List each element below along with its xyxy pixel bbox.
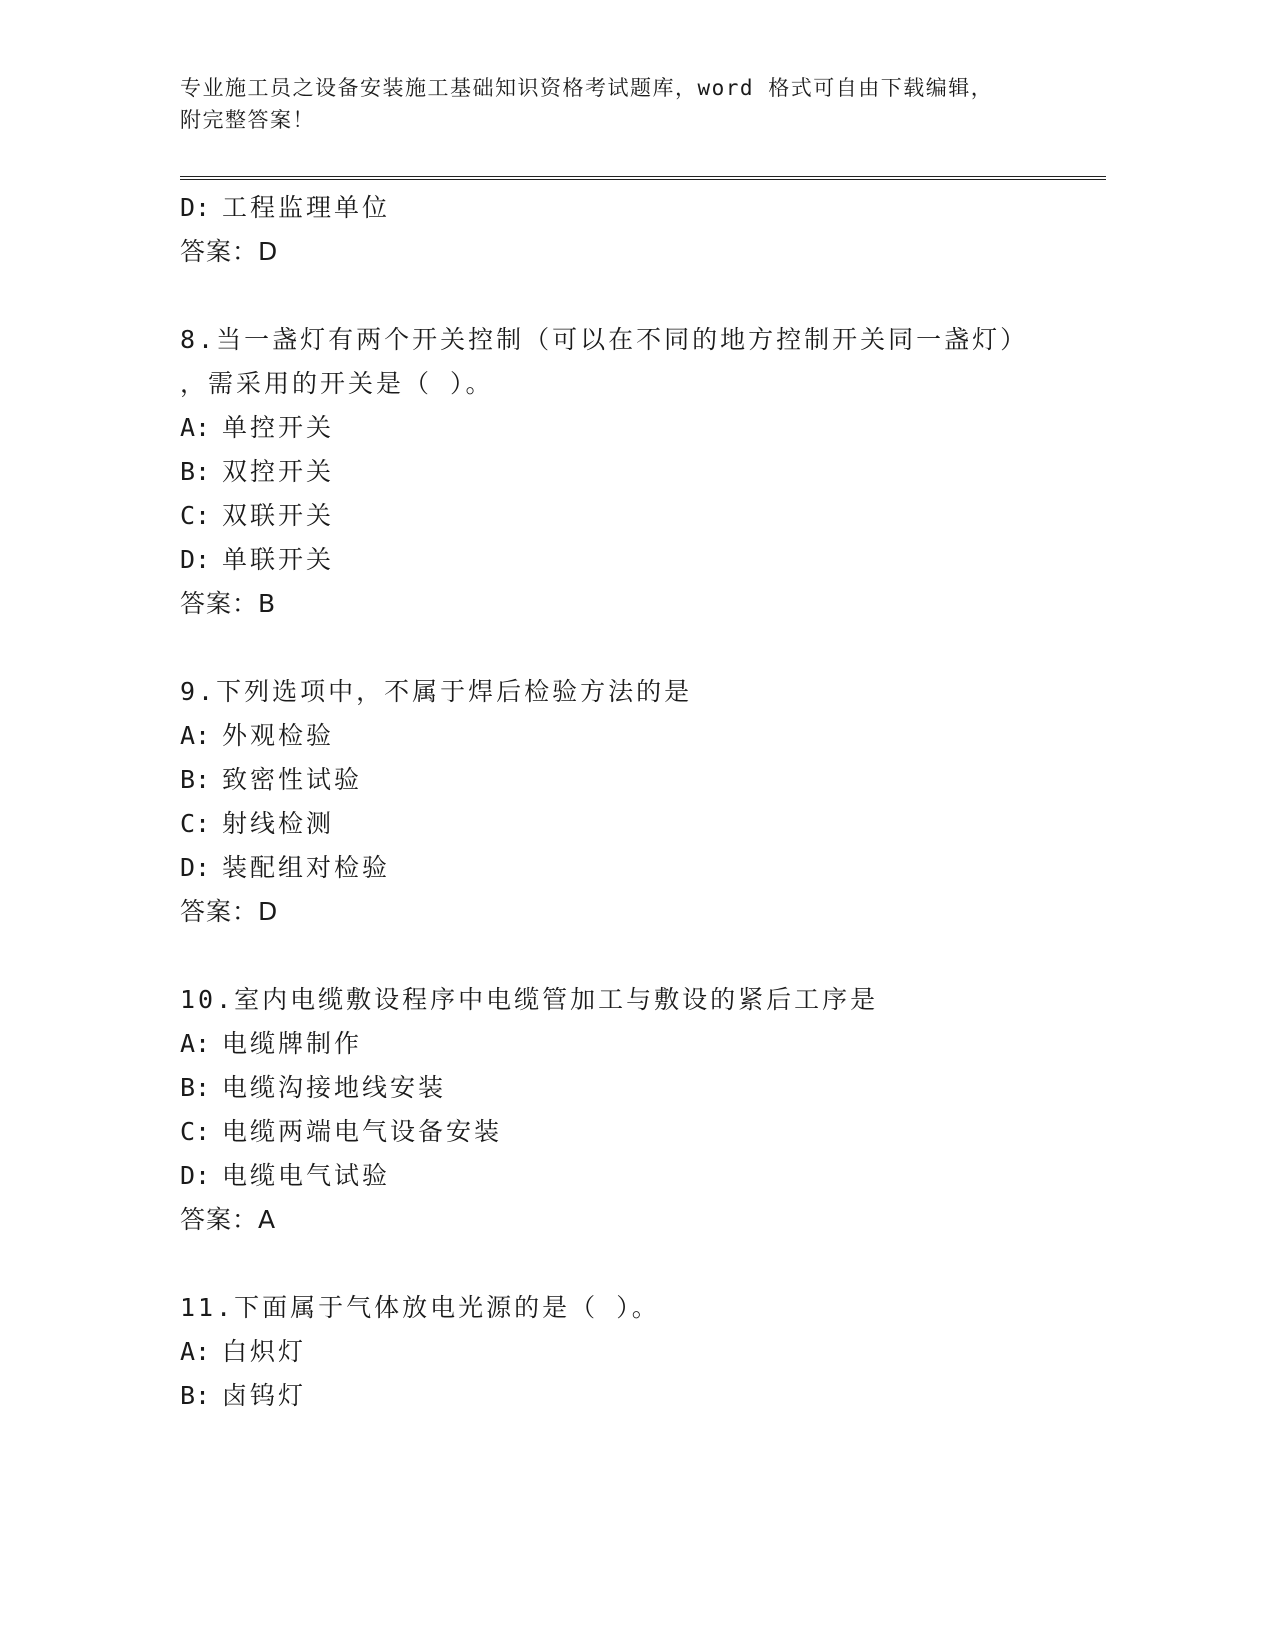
question-spacer: [180, 934, 1106, 978]
option-prefix: A:: [180, 1029, 211, 1058]
question-9-option-c: [180, 802, 1106, 846]
option-text: 射线检测: [222, 809, 335, 838]
question-9-option-d: [180, 846, 1106, 890]
question-8-option-c: [180, 494, 1106, 538]
question-8-option-b: [180, 450, 1106, 494]
question-10-stem: 10.室内电缆敷设程序中电缆管加工与敷设的紧后工序是: [180, 985, 879, 1014]
option-text: 单联开关: [222, 545, 335, 574]
document-header: [180, 72, 1080, 136]
question-10-option-a: [180, 1022, 1106, 1066]
question-8-stem-line-1: 8.当一盏灯有两个开关控制（可以在不同的地方控制开关同一盏灯）: [180, 325, 1029, 354]
question-8-answer: 答案：B: [180, 589, 277, 618]
option-prefix: A:: [180, 1337, 211, 1366]
option-text: 电缆牌制作: [222, 1029, 363, 1058]
question-11-stem: 11.下面属于气体放电光源的是（ ）。: [180, 1293, 660, 1322]
question-9-stem: 9.下列选项中，不属于焊后检验方法的是: [180, 677, 693, 706]
question-spacer: [180, 1242, 1106, 1286]
question-10-option-c: [180, 1110, 1106, 1154]
option-prefix: C:: [180, 1117, 211, 1146]
question-9-option-a: [180, 714, 1106, 758]
option-text: 电缆沟接地线安装: [222, 1073, 447, 1102]
header-divider: [180, 176, 1106, 180]
option-text: 白炽灯: [222, 1337, 307, 1366]
question-8-option-a: [180, 406, 1106, 450]
option-text: 电缆电气试验: [222, 1161, 391, 1190]
option-text: 双控开关: [222, 457, 335, 486]
question-content: [180, 186, 1106, 1418]
option-text: 外观检验: [222, 721, 335, 750]
question-10-option-d: [180, 1154, 1106, 1198]
option-text: 工程监理单位: [222, 193, 391, 222]
option-prefix: D:: [180, 545, 211, 574]
question-spacer: [180, 626, 1106, 670]
option-prefix: B:: [180, 765, 211, 794]
option-text: 单控开关: [222, 413, 335, 442]
option-prefix: A:: [180, 413, 211, 442]
option-prefix: A:: [180, 721, 211, 750]
option-prefix: D:: [180, 853, 211, 882]
question-10-answer: 答案：A: [180, 1205, 277, 1234]
question-8-stem-line-2: ，需采用的开关是（ ）。: [180, 369, 494, 398]
option-d: [180, 186, 1106, 230]
option-prefix: C:: [180, 809, 211, 838]
option-text: 双联开关: [222, 501, 335, 530]
option-prefix: D:: [180, 1161, 211, 1190]
question-spacer: [180, 274, 1106, 318]
option-prefix: D:: [180, 193, 211, 222]
option-prefix: B:: [180, 457, 211, 486]
question-9-option-b: [180, 758, 1106, 802]
header-title-line-1: 专业施工员之设备安装施工基础知识资格考试题库，word 格式可自由下载编辑，: [180, 76, 994, 100]
question-8-option-d: [180, 538, 1106, 582]
option-text: 电缆两端电气设备安装: [222, 1117, 503, 1146]
option-prefix: B:: [180, 1381, 211, 1410]
question-10-option-b: [180, 1066, 1106, 1110]
option-text: 装配组对检验: [222, 853, 391, 882]
question-11-option-b: [180, 1374, 1106, 1418]
option-prefix: C:: [180, 501, 211, 530]
question-9-answer: 答案：D: [180, 897, 279, 926]
answer-line: 答案：D: [180, 237, 279, 266]
question-11-option-a: [180, 1330, 1106, 1374]
option-prefix: B:: [180, 1073, 211, 1102]
option-text: 卤钨灯: [222, 1381, 307, 1410]
option-text: 致密性试验: [222, 765, 363, 794]
header-title-line-2: 附完整答案！: [180, 108, 315, 132]
